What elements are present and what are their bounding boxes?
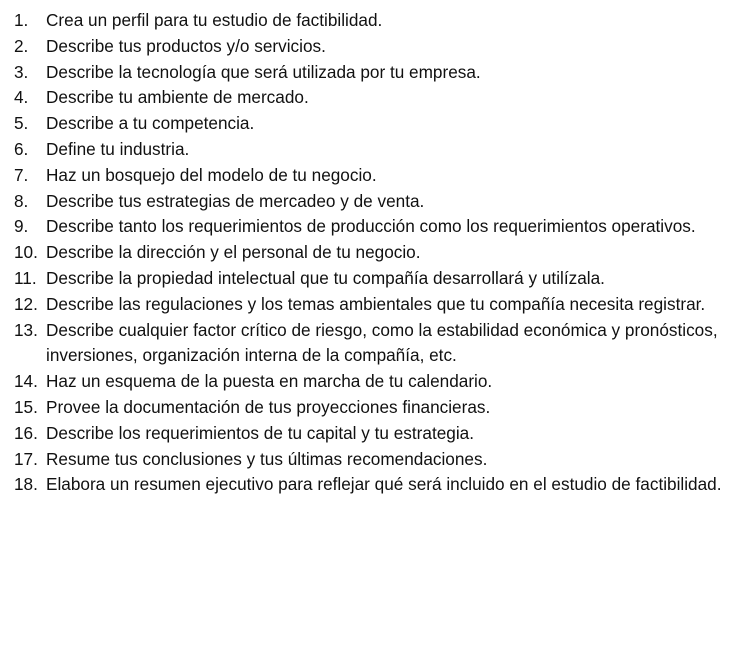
list-item-number: 17. (14, 448, 38, 469)
list-item (14, 214, 734, 240)
list-item (14, 8, 734, 34)
list-item-text: Describe los requerimientos de tu capital y tu estrategia. (46, 422, 474, 443)
list-item (14, 318, 734, 370)
list-item-text: Haz un esquema de la puesta en marcha de tu calendario. (46, 371, 493, 392)
numbered-list (14, 8, 734, 498)
document-body (14, 8, 734, 498)
list-item-text: Provee la documentación de tus proyecciones financieras. (46, 396, 491, 417)
list-item (14, 395, 734, 421)
list-item-text: Describe la dirección y el personal de tu negocio. (46, 242, 421, 263)
list-item-text: Describe la tecnología que será utilizada por tu empresa. (46, 61, 481, 82)
list-item (14, 189, 734, 215)
list-item-text: Elabora un resumen ejecutivo para reflejar qué será incluido en el estudio de factibilidad. (46, 474, 722, 495)
list-item-number: 3. (14, 61, 29, 82)
list-item-number: 6. (14, 138, 29, 159)
list-item (14, 472, 734, 498)
list-item-text: Resume tus conclusiones y tus últimas recomendaciones. (46, 448, 488, 469)
list-item (14, 240, 734, 266)
list-item-text: Describe tu ambiente de mercado. (46, 87, 309, 108)
list-item-number: 7. (14, 164, 29, 185)
list-item (14, 60, 734, 86)
list-item (14, 421, 734, 447)
list-item-number: 2. (14, 35, 29, 56)
list-item-number: 1. (14, 10, 29, 30)
list-item-text: Describe tus productos y/o servicios. (46, 35, 326, 56)
list-item-text: Describe cualquier factor crítico de riesgo, como la estabilidad económica y pronósticos, inversiones, organización interna de la compañía, etc. (46, 319, 718, 366)
list-item-number: 16. (14, 422, 38, 443)
list-item-text: Describe la propiedad intelectual que tu compañía desarrollará y utilízala. (46, 267, 605, 288)
list-item-number: 10. (14, 242, 38, 263)
list-item-number: 14. (14, 371, 38, 392)
list-item (14, 137, 734, 163)
list-item-text: Describe a tu competencia. (46, 113, 255, 134)
list-item-number: 15. (14, 396, 38, 417)
list-item-text: Haz un bosquejo del modelo de tu negocio. (46, 164, 377, 185)
list-item-number: 4. (14, 87, 29, 108)
list-item-text: Define tu industria. (46, 138, 190, 159)
list-item (14, 85, 734, 111)
list-item-number: 13. (14, 319, 38, 340)
list-item-number: 8. (14, 190, 29, 211)
list-item-number: 12. (14, 293, 38, 314)
list-item-number: 5. (14, 113, 29, 134)
list-item (14, 292, 734, 318)
list-item-text: Crea un perfil para tu estudio de factibilidad. (46, 10, 383, 30)
list-item-text: Describe las regulaciones y los temas ambientales que tu compañía necesita registrar. (46, 293, 706, 314)
list-item-number: 18. (14, 474, 38, 495)
list-item (14, 111, 734, 137)
list-item-text: Describe tus estrategias de mercadeo y de venta. (46, 190, 425, 211)
list-item (14, 34, 734, 60)
list-item (14, 447, 734, 473)
list-item (14, 266, 734, 292)
list-item (14, 163, 734, 189)
list-item-number: 9. (14, 216, 29, 237)
list-item-number: 11. (14, 267, 37, 288)
list-item-text: Describe tanto los requerimientos de producción como los requerimientos operativos. (46, 216, 696, 237)
list-item (14, 369, 734, 395)
